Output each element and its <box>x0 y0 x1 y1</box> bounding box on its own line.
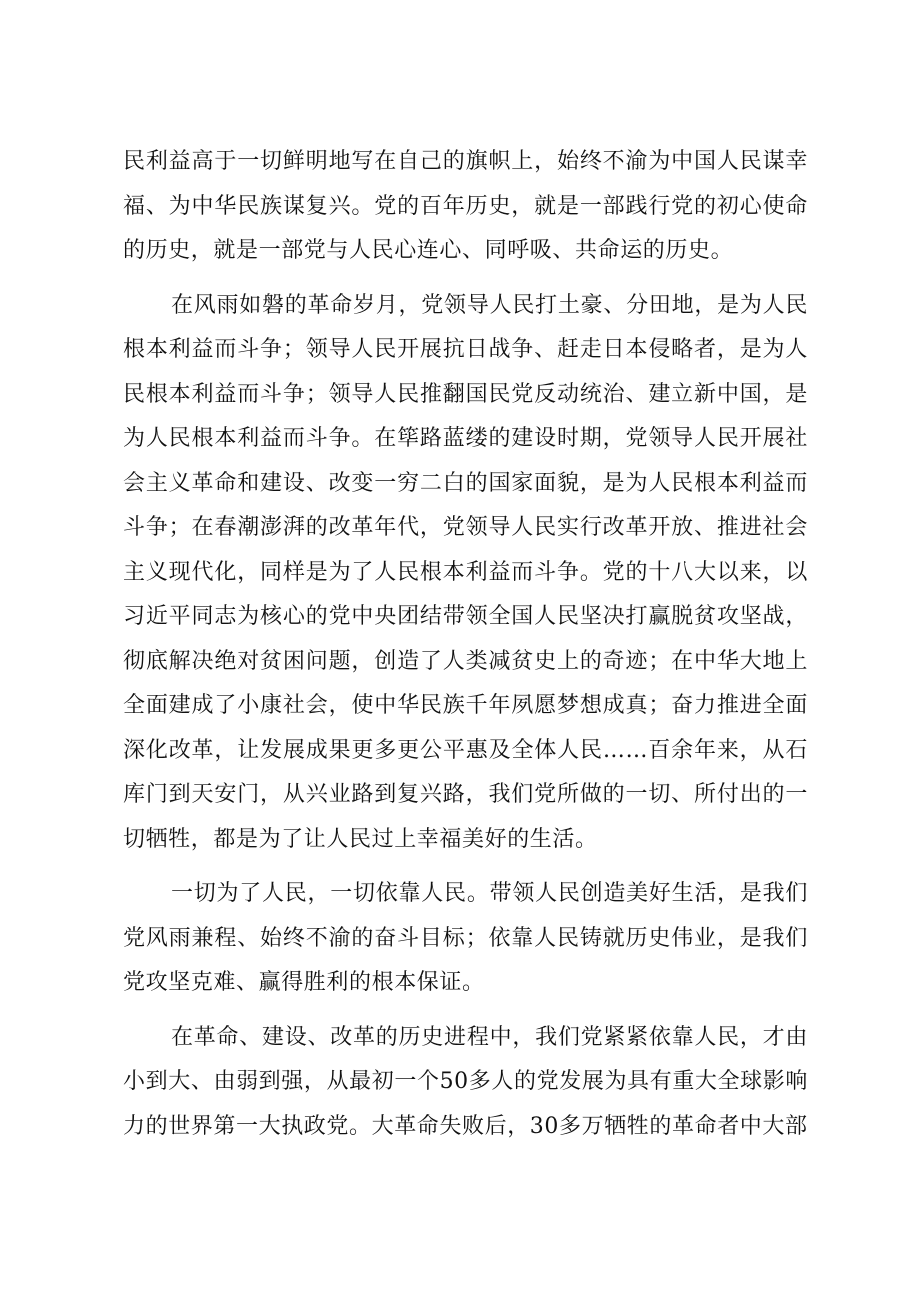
paragraph-3: 一切为了人民，一切依靠人民。带领人民创造美好生活，是我们党风雨兼程、始终不渝的奋斗目标；依靠人民铸就历史伟业，是我们党攻坚克难、赢得胜利的根本保证。 <box>123 881 808 995</box>
paragraph-1: 民利益高于一切鲜明地写在自己的旗帜上，始终不渝为中国人民谋幸福、为中华民族谋复兴。党的百年历史，就是一部践行党的初心使命的历史，就是一部党与人民心连心、同呼吸、共命运的历史。 <box>123 149 808 263</box>
paragraph-2: 在风雨如磐的革命岁月，党领导人民打土豪、分田地，是为人民根本利益而斗争；领导人民开展抗日战争、赶走日本侵略者，是为人民根本利益而斗争；领导人民推翻国民党反动统治、建立新中国，是为人民根本利益而斗争。在筚路蓝缕的建设时期，党领导人民开展社会主义革命和建设、改变一穷二白的国家面貌，是为人民根本利益而斗争；在春潮澎湃的改革年代，党领导人民实行改革开放、推进社会主义现代化，同样是为了人民根本利益而斗争。党的十八大以来，以习近平同志为核心的党中央团结带领全国人民坚决打赢脱贫攻坚战，彻底解决绝对贫困问题，创造了人类减贫史上的奇迹；在中华大地上全面建成了小康社会，使中华民族千年夙愿梦想成真；奋力推进全面深化改革，让发展成果更多更公平惠及全体人民……百余年来，从石库门到天安门，从兴业路到复兴路，我们党所做的一切、所付出的一切牺牲，都是为了让人民过上幸福美好的生活。 <box>123 292 808 852</box>
document-body <box>123 140 808 1149</box>
paragraph-4: 在革命、建设、改革的历史进程中，我们党紧紧依靠人民，才由小到大、由弱到强，从最初一个50多人的党发展为具有重大全球影响力的世界第一大执政党。大革命失败后，30多万牺牲的革命者中大部 <box>123 1024 808 1139</box>
